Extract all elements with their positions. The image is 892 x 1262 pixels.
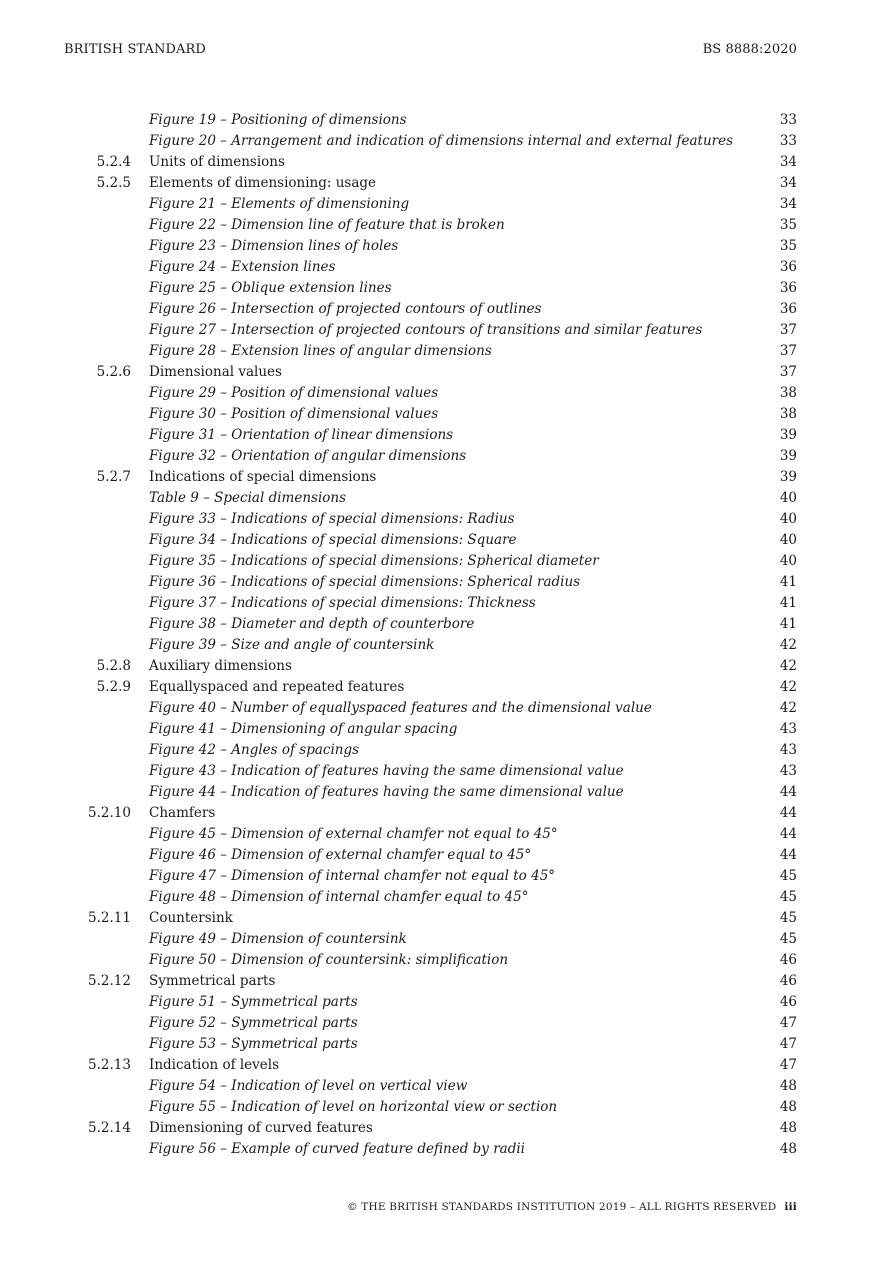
toc-entry[interactable] [0, 257, 892, 278]
page-footer [347, 1201, 797, 1213]
toc-entry-page: 44 [779, 805, 797, 821]
toc-entry[interactable] [0, 950, 892, 971]
header-standard-label: BRITISH STANDARD [64, 42, 206, 57]
toc-entry[interactable] [0, 824, 892, 845]
toc-entry-page: 36 [779, 259, 797, 275]
toc-entry-number: 5.2.6 [96, 364, 131, 380]
toc-entry-page: 38 [779, 385, 797, 401]
toc-entry-page: 46 [779, 973, 797, 989]
toc-entry-page: 42 [779, 679, 797, 695]
toc-entry[interactable] [0, 1034, 892, 1055]
toc-entry-title: Figure 23 – Dimension lines of holes [149, 238, 399, 254]
toc-entry-title: Figure 38 – Diameter and depth of counterbore [149, 616, 475, 632]
toc-entry-number: 5.2.4 [96, 154, 131, 170]
toc-entry-title: Figure 35 – Indications of special dimensions: Spherical diameter [149, 553, 599, 569]
toc-entry[interactable] [0, 614, 892, 635]
toc-entry[interactable] [0, 1013, 892, 1034]
toc-entry[interactable] [0, 320, 892, 341]
toc-entry[interactable] [0, 908, 892, 929]
toc-entry-page: 35 [779, 217, 797, 233]
toc-entry[interactable] [0, 299, 892, 320]
toc-entry[interactable] [0, 110, 892, 131]
toc-entry-title: Figure 45 – Dimension of external chamfer not equal to 45° [149, 826, 558, 842]
toc-entry-page: 37 [779, 343, 797, 359]
toc-entry[interactable] [0, 719, 892, 740]
toc-entry-title: Figure 32 – Orientation of angular dimensions [149, 448, 467, 464]
toc-entry[interactable] [0, 383, 892, 404]
toc-entry[interactable] [0, 572, 892, 593]
toc-entry-title: Figure 56 – Example of curved feature defined by radii [149, 1141, 525, 1157]
toc-entry[interactable] [0, 404, 892, 425]
toc-entry-page: 44 [779, 847, 797, 863]
toc-entry-title: Figure 34 – Indications of special dimensions: Square [149, 532, 517, 548]
toc-entry-title: Equallyspaced and repeated features [149, 679, 405, 695]
toc-entry-page: 47 [779, 1036, 797, 1052]
toc-entry[interactable] [0, 992, 892, 1013]
toc-entry[interactable] [0, 194, 892, 215]
toc-entry-title: Indications of special dimensions [149, 469, 377, 485]
toc-entry[interactable] [0, 551, 892, 572]
toc-entry-title: Figure 33 – Indications of special dimensions: Radius [149, 511, 515, 527]
toc-entry[interactable] [0, 698, 892, 719]
toc-entry[interactable] [0, 635, 892, 656]
toc-entry-title: Figure 27 – Intersection of projected contours of transitions and similar features [149, 322, 703, 338]
toc-entry[interactable] [0, 1118, 892, 1139]
toc-entry[interactable] [0, 362, 892, 383]
toc-entry-page: 37 [779, 364, 797, 380]
toc-entry-page: 36 [779, 301, 797, 317]
toc-entry-title: Figure 55 – Indication of level on horizontal view or section [149, 1099, 558, 1115]
toc-entry-title: Figure 51 – Symmetrical parts [149, 994, 358, 1010]
toc-entry-title: Figure 40 – Number of equallyspaced features and the dimensional value [149, 700, 652, 716]
toc-entry-title: Figure 22 – Dimension line of feature that is broken [149, 217, 505, 233]
toc-entry-number: 5.2.5 [96, 175, 131, 191]
toc-entry-number: 5.2.8 [96, 658, 131, 674]
toc-entry-number: 5.2.12 [88, 973, 131, 989]
toc-entry[interactable] [0, 1055, 892, 1076]
toc-entry[interactable] [0, 740, 892, 761]
toc-entry[interactable] [0, 929, 892, 950]
toc-entry-title: Dimensioning of curved features [149, 1120, 373, 1136]
toc-entry[interactable] [0, 467, 892, 488]
toc-entry-page: 48 [779, 1141, 797, 1157]
toc-entry-title: Figure 46 – Dimension of external chamfer equal to 45° [149, 847, 532, 863]
toc-entry[interactable] [0, 446, 892, 467]
toc-entry-title: Figure 20 – Arrangement and indication of dimensions internal and external features [149, 133, 734, 149]
toc-entry[interactable] [0, 1076, 892, 1097]
toc-entry-title: Indication of levels [149, 1057, 280, 1073]
toc-entry-page: 39 [779, 469, 797, 485]
toc-entry-page: 46 [779, 994, 797, 1010]
page-header [64, 42, 797, 57]
toc-entry[interactable] [0, 656, 892, 677]
toc-entry-page: 48 [779, 1099, 797, 1115]
toc-entry-page: 42 [779, 658, 797, 674]
toc-entry[interactable] [0, 341, 892, 362]
toc-entry-page: 41 [779, 574, 797, 590]
table-of-contents [0, 110, 892, 1160]
toc-entry-page: 45 [779, 868, 797, 884]
toc-entry-page: 42 [779, 637, 797, 653]
toc-entry-title: Figure 26 – Intersection of projected contours of outlines [149, 301, 542, 317]
toc-entry[interactable] [0, 677, 892, 698]
toc-entry-page: 42 [779, 700, 797, 716]
toc-entry-title: Figure 21 – Elements of dimensioning [149, 196, 410, 212]
toc-entry[interactable] [0, 530, 892, 551]
toc-entry-page: 41 [779, 616, 797, 632]
toc-entry-page: 43 [779, 742, 797, 758]
toc-entry[interactable] [0, 236, 892, 257]
toc-entry-page: 34 [779, 175, 797, 191]
toc-entry-page: 36 [779, 280, 797, 296]
toc-entry-title: Figure 31 – Orientation of linear dimensions [149, 427, 454, 443]
toc-entry-page: 48 [779, 1120, 797, 1136]
toc-entry-number: 5.2.13 [88, 1057, 131, 1073]
toc-entry-title: Figure 25 – Oblique extension lines [149, 280, 392, 296]
toc-entry-title: Figure 53 – Symmetrical parts [149, 1036, 358, 1052]
toc-entry-title: Figure 24 – Extension lines [149, 259, 336, 275]
toc-entry-page: 43 [779, 721, 797, 737]
toc-entry-title: Figure 19 – Positioning of dimensions [149, 112, 407, 128]
toc-entry-page: 45 [779, 931, 797, 947]
toc-entry[interactable] [0, 1097, 892, 1118]
toc-entry[interactable] [0, 215, 892, 236]
toc-entry[interactable] [0, 803, 892, 824]
toc-entry-number: 5.2.9 [96, 679, 131, 695]
toc-entry-page: 44 [779, 826, 797, 842]
toc-entry[interactable] [0, 425, 892, 446]
toc-entry-number: 5.2.7 [96, 469, 131, 485]
toc-entry-number: 5.2.14 [88, 1120, 131, 1136]
toc-entry-page: 33 [779, 112, 797, 128]
toc-entry-page: 47 [779, 1057, 797, 1073]
toc-entry[interactable] [0, 782, 892, 803]
toc-entry[interactable] [0, 488, 892, 509]
toc-entry-title: Figure 43 – Indication of features having the same dimensional value [149, 763, 624, 779]
toc-entry-title: Symmetrical parts [149, 973, 276, 989]
toc-entry-title: Figure 39 – Size and angle of countersink [149, 637, 435, 653]
toc-entry-page: 40 [779, 532, 797, 548]
toc-entry-page: 34 [779, 196, 797, 212]
toc-entry[interactable] [0, 1139, 892, 1160]
toc-entry-page: 48 [779, 1078, 797, 1094]
toc-entry-title: Figure 52 – Symmetrical parts [149, 1015, 358, 1031]
toc-entry-title: Figure 37 – Indications of special dimensions: Thickness [149, 595, 536, 611]
toc-entry-title: Auxiliary dimensions [149, 658, 292, 674]
toc-entry-title: Figure 42 – Angles of spacings [149, 742, 360, 758]
toc-entry-title: Figure 41 – Dimensioning of angular spacing [149, 721, 458, 737]
toc-entry[interactable] [0, 887, 892, 908]
footer-copyright: © THE BRITISH STANDARDS INSTITUTION 2019 – ALL RIGHTS RESERVED [347, 1201, 777, 1213]
toc-entry-title: Countersink [149, 910, 233, 926]
toc-entry-title: Figure 47 – Dimension of internal chamfer not equal to 45° [149, 868, 556, 884]
toc-entry-number: 5.2.10 [88, 805, 131, 821]
toc-entry-title: Chamfers [149, 805, 216, 821]
footer-page-number: iii [784, 1201, 797, 1213]
toc-entry-page: 47 [779, 1015, 797, 1031]
toc-entry-title: Elements of dimensioning: usage [149, 175, 377, 191]
toc-entry-page: 44 [779, 784, 797, 800]
toc-entry-page: 41 [779, 595, 797, 611]
toc-entry-page: 40 [779, 490, 797, 506]
toc-entry-page: 33 [779, 133, 797, 149]
toc-entry-title: Figure 50 – Dimension of countersink: simplification [149, 952, 509, 968]
toc-entry-page: 39 [779, 427, 797, 443]
toc-entry-title: Figure 54 – Indication of level on vertical view [149, 1078, 468, 1094]
toc-entry-page: 40 [779, 553, 797, 569]
toc-entry-page: 37 [779, 322, 797, 338]
toc-entry-page: 45 [779, 910, 797, 926]
toc-entry[interactable] [0, 866, 892, 887]
toc-entry-page: 43 [779, 763, 797, 779]
toc-entry-title: Dimensional values [149, 364, 282, 380]
toc-entry-title: Units of dimensions [149, 154, 285, 170]
toc-entry[interactable] [0, 593, 892, 614]
toc-entry-title: Figure 36 – Indications of special dimensions: Spherical radius [149, 574, 581, 590]
toc-entry-title: Table 9 – Special dimensions [149, 490, 347, 506]
toc-entry-number: 5.2.11 [88, 910, 131, 926]
toc-entry[interactable] [0, 509, 892, 530]
toc-entry[interactable] [0, 971, 892, 992]
toc-entry-page: 34 [779, 154, 797, 170]
toc-entry-page: 35 [779, 238, 797, 254]
toc-entry-title: Figure 44 – Indication of features having the same dimensional value [149, 784, 624, 800]
toc-entry[interactable] [0, 761, 892, 782]
toc-entry[interactable] [0, 845, 892, 866]
toc-entry[interactable] [0, 131, 892, 152]
toc-entry-title: Figure 29 – Position of dimensional values [149, 385, 439, 401]
toc-entry[interactable] [0, 173, 892, 194]
header-document-id: BS 8888:2020 [702, 42, 797, 57]
toc-entry-title: Figure 48 – Dimension of internal chamfer equal to 45° [149, 889, 529, 905]
toc-entry-title: Figure 49 – Dimension of countersink [149, 931, 407, 947]
toc-entry-title: Figure 28 – Extension lines of angular dimensions [149, 343, 492, 359]
toc-entry-page: 39 [779, 448, 797, 464]
toc-entry-title: Figure 30 – Position of dimensional values [149, 406, 439, 422]
toc-entry[interactable] [0, 152, 892, 173]
toc-entry-page: 38 [779, 406, 797, 422]
toc-entry-page: 45 [779, 889, 797, 905]
toc-entry-page: 46 [779, 952, 797, 968]
toc-entry[interactable] [0, 278, 892, 299]
toc-entry-page: 40 [779, 511, 797, 527]
